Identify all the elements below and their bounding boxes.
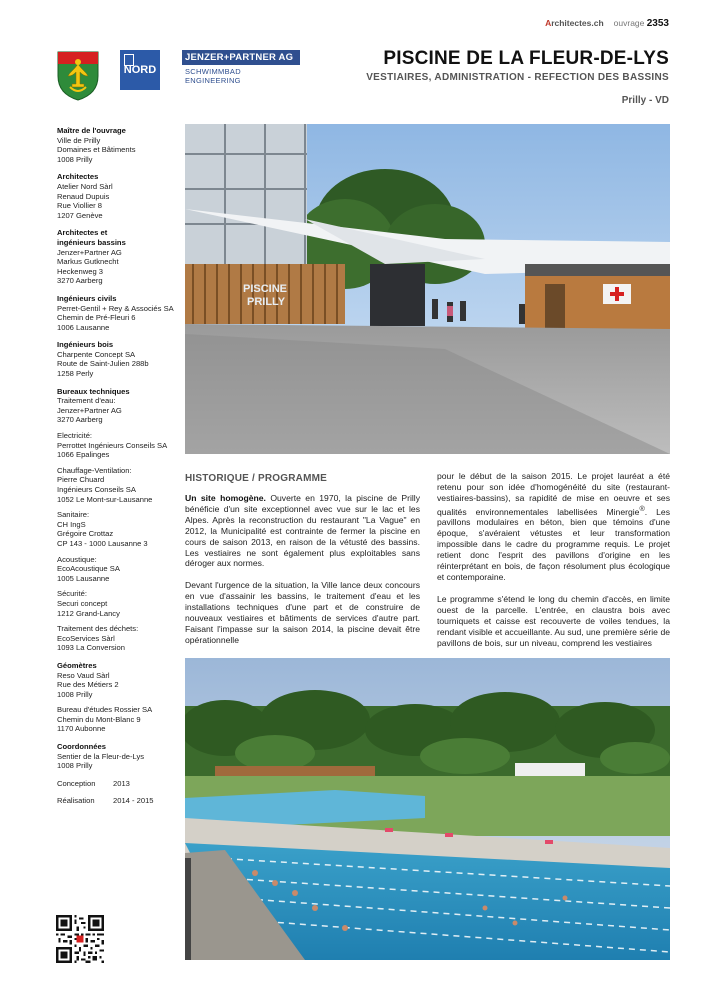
sign-prilly: PRILLY [247,296,286,308]
page-title: PISCINE DE LA FLEUR-DE-LYS [383,48,669,69]
logos-row [56,50,300,102]
page-subtitle: VESTIAIRES, ADMINISTRATION - REFECTION DES BASSINS [366,72,669,83]
article-column-2 [437,471,670,659]
article-column-1 [185,493,420,657]
credit-arch-ing: Architectes et ingénieurs bassins Jenzer+Partner AG Markus Gutknecht Heckenweg 3 3270 Aarberg [57,228,126,286]
sign-piscine: PISCINE [243,283,288,295]
credit-bureaux: Bureaux techniques Traitement d'eau: Jenzer+Partner AG 3270 Aarberg Electricité: Perrottet Ingénieurs Conseils SA 1066 Epalinges Chauffage-Ventilation: Pierre Chuard Ingénieurs Conseils SA 1052 Le Mont-sur-Lausanne Sanitaire: CH IngS Grégoire Crottaz CP 143 - 1000 Lausanne 3 Acoustique: EcoAcoustique SA 1005 Lausanne Sécurité: Securi concept 1212 Grand-Lancy Traitement des déchets: EcoServices Sàrl 1093 La Conversion [57,386,168,653]
location: Prilly - VD [621,95,669,106]
brand-logo[interactable]: Architectes.ch [545,18,604,28]
pool-photo [185,658,670,960]
paragraph-3: pour le début de la saison 2015. Le projet lauréat a été retenu pour son idée d'homogénéité du site (restaurant-vestiaires-bassins), sa rapidité de mise en oeuvre et ses qualités environnementales labellisées Minergie®. Les pavillons modulaires en béton, bien que témoins d'une époque, s'avéraient vétustes et leur transformation impossible dans le cadre du programme requis. Le projet retient donc l'esprit des pavillons d'origine en les réinterprétant en bois, de façon résolument plus écologique et contemporaine. [437,471,670,583]
title-block [366,48,669,106]
credit-civils: Ingénieurs civils Perret-Gentil + Rey & Associés SA Chemin de Pré-Fleuri 6 1006 Lausanne [57,293,174,332]
header-bar [545,18,669,29]
credits-sidebar [57,126,177,806]
paragraph-1: Un site homogène. Ouverte en 1970, la piscine de Prilly bénéficie d'un site exceptionnel avec vue sur le lac et les Alpes. Après la reconstruction du restaurant "La Vague" en 2012, la Municipalité est contrainte de fermer la piscine en cours de saison 2013, en raison de la vétusté des bassins. Les vestiaires ne sont également plus exploitables sans déroger aux normes. [185,493,421,569]
credit-architectes: Architectes Atelier Nord Sàrl Renaud Dupuis Rue Viollier 8 1207 Genève [57,172,113,220]
entrance-photo-illustration [185,124,670,454]
credit-realisation: Réalisation 2014 - 2015 [57,796,154,806]
nord-logo: NORD [120,50,160,90]
ouvrage-number: 2353 [646,18,669,29]
jenzer-partner-logo: JENZER+PARTNER AG SCHWIMMBAD ENGINEERING [182,50,300,87]
entrance-photo [185,124,670,454]
section-heading: HISTORIQUE / PROGRAMME [185,473,328,484]
ouvrage-label: ouvrage 2353 [613,18,669,29]
credit-conception: Conception 2013 [57,778,130,788]
prilly-crest-icon [56,50,100,102]
credit-coordonnees: Coordonnées Sentier de la Fleur-de-Lys 1008 Prilly [57,742,145,771]
paragraph-4: Le programme s'étend le long du chemin d'accès, en limite ouest de la parcelle. L'entrée, en claustra bois avec tourniquets et caisse est recouverte de voiles tendues, la rendant visible et accueillante. Au sud, une première série de pavillons de bois, sur un niveau, comprend les vestiaires [437,593,670,648]
credit-maitre: Maître de l'ouvrage Ville de Prilly Domaines et Bâtiments 1008 Prilly [57,126,136,164]
pool-photo-illustration [185,658,670,960]
credit-geometres: Géomètres Reso Vaud Sàrl Rue des Métiers 2 1008 Prilly Bureau d'études Rossier SA Chemin du Mont-Blanc 9 1170 Aubonne [57,660,153,734]
credit-bois: Ingénieurs bois Charpente Concept SA Route de Saint-Julien 288b 1258 Perly [57,340,149,379]
lead-in: Un site homogène. [185,493,266,503]
qr-code-icon[interactable] [56,915,104,963]
paragraph-2: Devant l'urgence de la situation, la Ville lance deux concours en vue d'assainir les bassins, le traitement d'eau et les installations techniques d'une part et de construire de nouveaux vestiaires et bâtiments de services d'autre part. Faisant l'impasse sur la saison 2014, la piscine devait être opérationnelle [185,580,420,645]
